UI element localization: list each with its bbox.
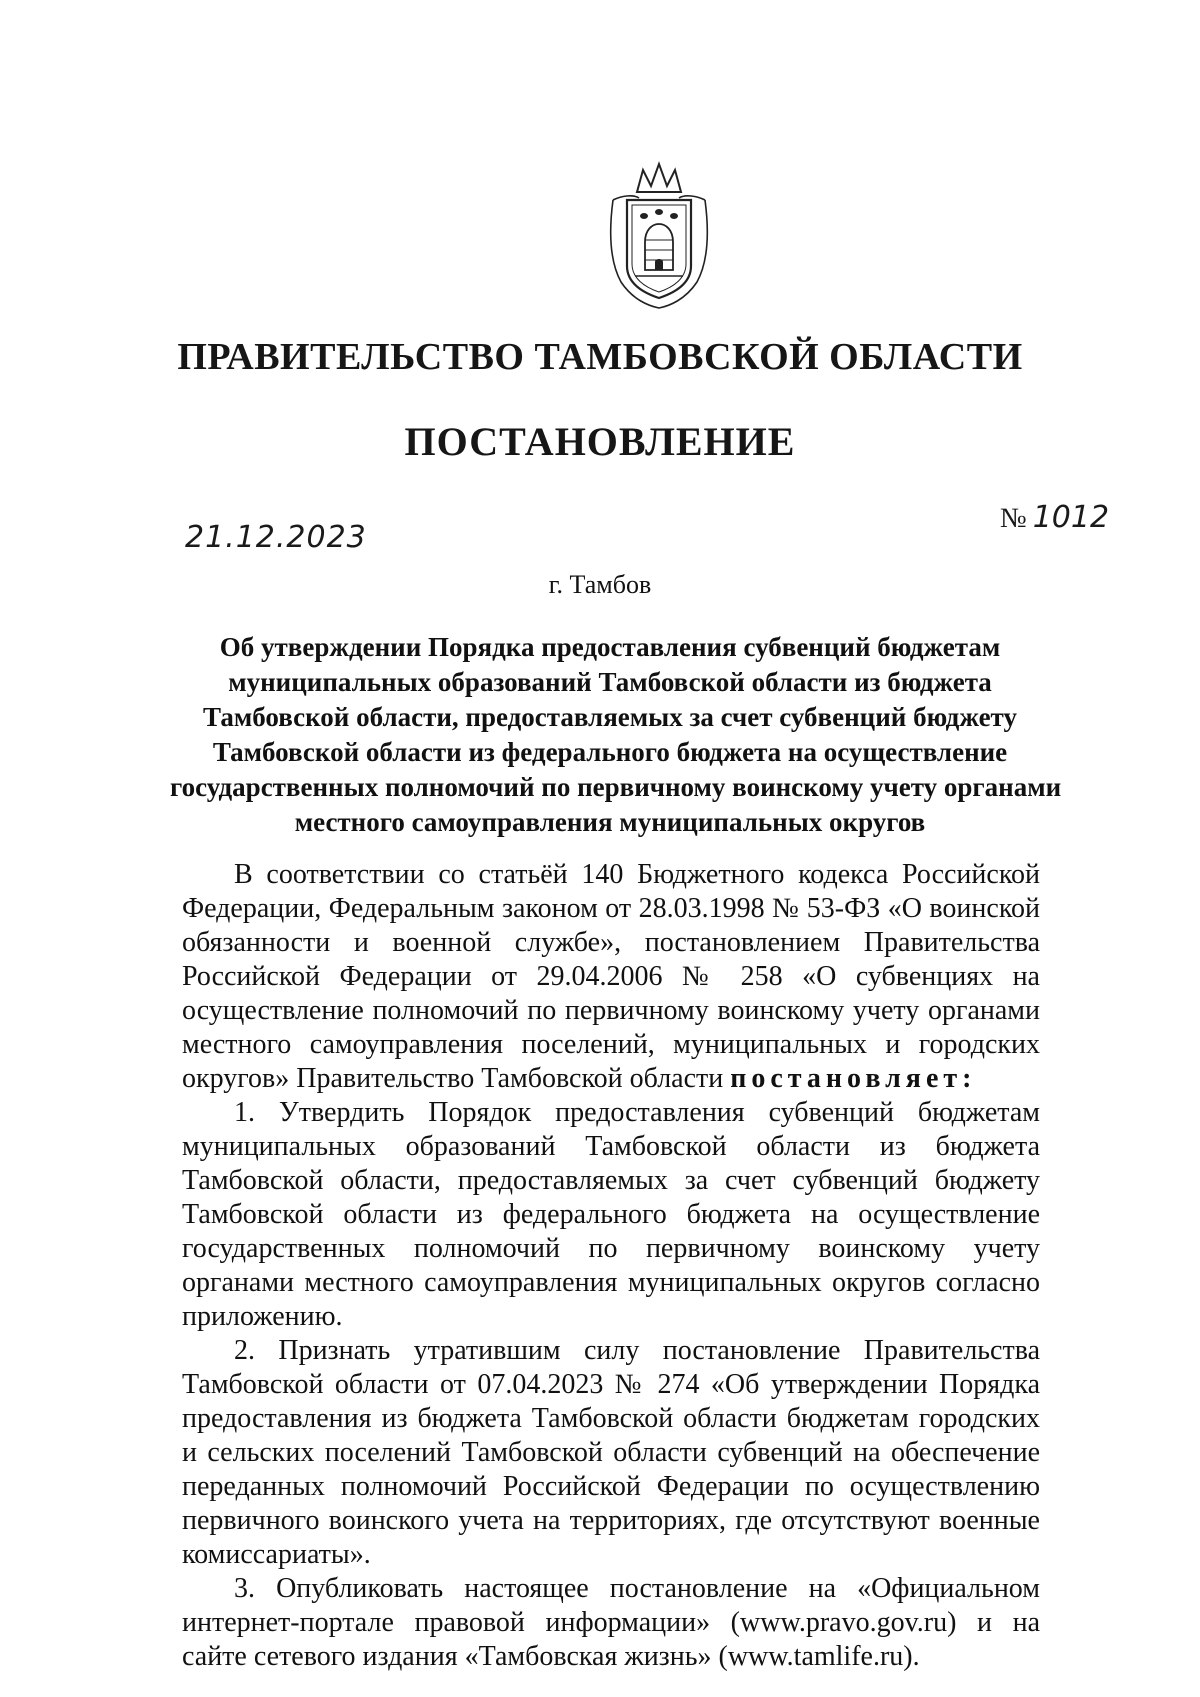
number-sign: № [1000, 503, 1027, 534]
item-3-paragraph: 3. Опубликовать настоящее постановление на «Официальном интернет-портале правовой информации» (www.pravo.gov.ru) и на сайте сетевого издания «Тамбовская жизнь» (www.tamlife.ru). [182, 1573, 1040, 1672]
item-1-paragraph: 1. Утвердить Порядок предоставления субвенций бюджетам муниципальных образований Тамбовской области из бюджета Тамбовской области, предоставляемых за счет субвенций бюджету Тамбовской области из федерального бюджета на осуществление государственных полномочий по первичному воинскому учету органами местного самоуправления муниципальных округов согласно приложению. [182, 1097, 1040, 1332]
document-date: 21.12.2023 [185, 520, 367, 555]
subject-line: Тамбовской области из федерального бюджета на осуществление [212, 737, 1008, 767]
organization-title: ПРАВИТЕЛЬСТВО ТАМБОВСКОЙ ОБЛАСТИ [177, 336, 1023, 378]
document-type-heading: ПОСТАНОВЛЕНИЕ [404, 419, 796, 464]
subject-line: государственных полномочий по первичному воинскому учету органами [170, 772, 1062, 802]
number-value: 1012 [1032, 500, 1110, 535]
document-number [1000, 500, 1109, 535]
subject-line: местного самоуправления муниципальных округов [294, 807, 926, 837]
item-2-paragraph: 2. Признать утратившим силу постановление Правительства Тамбовской области от 07.04.2023 № 274 «Об утверждении Порядка предоставления из бюджета Тамбовской области бюджетам городских и сельских поселений Тамбовской области субвенций на обеспечение переданных полномочий Российской Федерации по осуществлению первичного воинского учета на территориях, где отсутствуют военные комиссариаты». [182, 1335, 1040, 1570]
document-subject [170, 630, 1062, 840]
preamble-paragraph [182, 858, 1040, 1096]
subject-line: муниципальных образований Тамбовской области из бюджета [228, 667, 992, 697]
resolves-word: постановляет: [730, 1063, 977, 1094]
document-body [182, 858, 1040, 1674]
subject-line: Тамбовской области, предоставляемых за счет субвенций бюджету [203, 702, 1017, 732]
preamble-text: В соответствии со статьёй 140 Бюджетного кодекса Российской Федерации, Федеральным законом от 28.03.1998 № 53-ФЗ «О воинской обязанности и военной службе», постановлением Правительства Российской Федерации от 29.04.2006 № 258 «О субвенциях на осуществление полномочий по первичному воинскому учету органами местного самоуправления поселений, муниципальных и городских округов» Правительство Тамбовской области [182, 859, 1040, 1094]
city-line: г. Тамбов [548, 570, 652, 599]
subject-line: Об утверждении Порядка предоставления субвенций бюджетам [219, 632, 1001, 662]
coat-of-arms-icon [599, 160, 719, 310]
